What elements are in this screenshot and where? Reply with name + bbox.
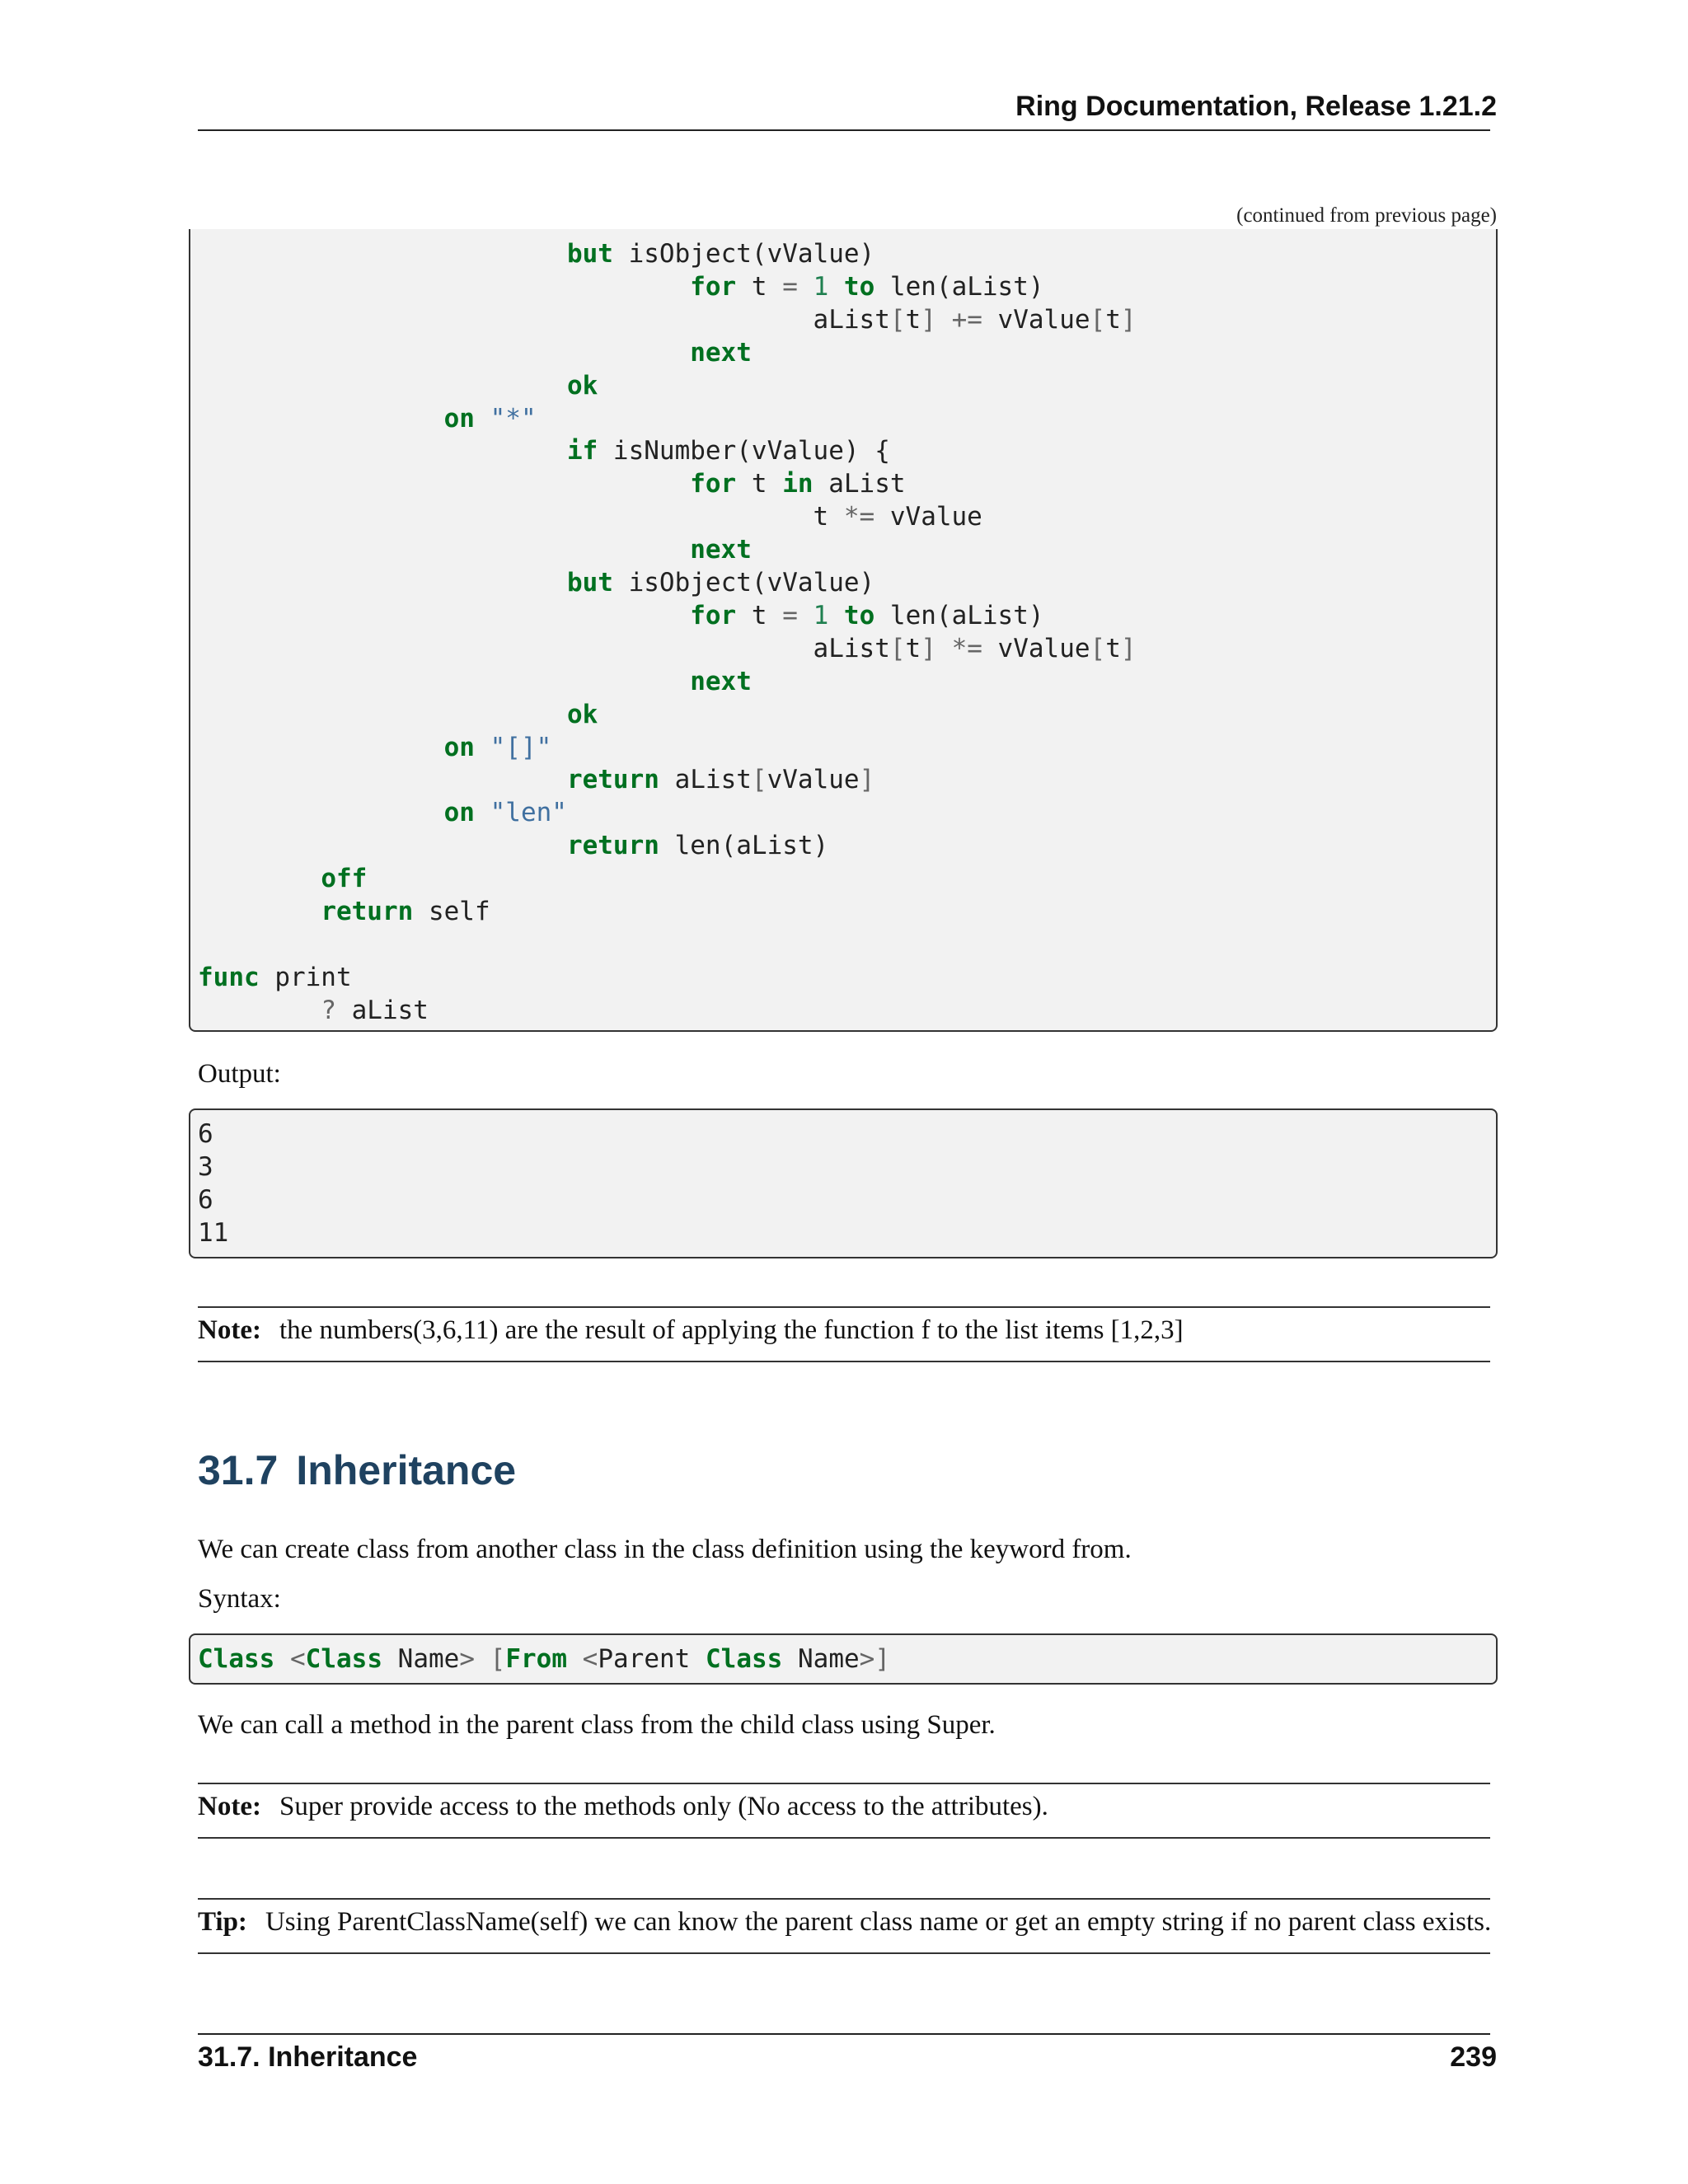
code-line: return len(aList) bbox=[566, 831, 829, 861]
output-label: Output: bbox=[198, 1059, 281, 1089]
tip-label: Tip: bbox=[198, 1907, 247, 1937]
code-line: but isObject(vValue) bbox=[566, 239, 875, 269]
output-line: 6 bbox=[198, 1119, 213, 1149]
output-block bbox=[189, 1108, 1498, 1258]
syntax-code-line: Class <Class Name> [From <Parent Class Name>] bbox=[198, 1644, 890, 1674]
footer-rule bbox=[198, 2033, 1490, 2035]
code-line: ok bbox=[566, 370, 598, 401]
note-label: Note: bbox=[198, 1792, 261, 1821]
output-line: 3 bbox=[198, 1152, 213, 1182]
code-line: aList[t] *= vValue[t] bbox=[198, 633, 1137, 663]
code-line: ? aList bbox=[321, 995, 429, 1025]
code-line: for t = 1 to len(aList) bbox=[690, 271, 1044, 302]
code-line: but isObject(vValue) bbox=[566, 568, 875, 598]
tip-text: Using ParentClassName(self) we can know the parent class name or get an empty string if no parent class exists. bbox=[265, 1907, 1492, 1937]
note-label: Note: bbox=[198, 1315, 261, 1345]
code-line: return self bbox=[321, 897, 490, 926]
code-line: next bbox=[690, 666, 752, 696]
continued-note: (continued from previous page) bbox=[1236, 204, 1497, 227]
output-line: 6 bbox=[198, 1185, 213, 1215]
note-text: Super provide access to the methods only (No access to the attributes). bbox=[279, 1792, 1048, 1821]
tip bbox=[198, 1907, 1491, 1938]
note-top-rule bbox=[198, 1783, 1490, 1784]
code-line: on "*" bbox=[443, 403, 537, 434]
code-line: off bbox=[321, 864, 368, 894]
note-text: the numbers(3,6,11) are the result of applying the function f to the list items [1,2,3] bbox=[279, 1315, 1184, 1345]
super-paragraph: We can call a method in the parent class from the child class using Super. bbox=[198, 1710, 996, 1740]
page-number: 239 bbox=[1450, 2041, 1497, 2073]
code-line: ok bbox=[566, 699, 598, 729]
running-header-title: Ring Documentation, Release 1.21.2 bbox=[1015, 91, 1497, 122]
header-rule bbox=[198, 129, 1490, 131]
note bbox=[198, 1792, 1048, 1822]
intro-paragraph: We can create class from another class in the class definition using the keyword from. bbox=[198, 1535, 1132, 1564]
code-line: if isNumber(vValue) { bbox=[566, 436, 890, 466]
code-line: return aList[vValue] bbox=[566, 765, 875, 795]
code-line: for t = 1 to len(aList) bbox=[690, 600, 1044, 630]
note bbox=[198, 1315, 1184, 1346]
tip-bottom-rule bbox=[198, 1952, 1490, 1954]
code-line: aList[t] += vValue[t] bbox=[198, 304, 1137, 335]
note-top-rule bbox=[198, 1306, 1490, 1308]
code-line: on "len" bbox=[443, 798, 567, 828]
code-line: next bbox=[690, 337, 752, 368]
code-line: on "[]" bbox=[443, 732, 552, 762]
code-line: func print bbox=[198, 962, 352, 992]
code-line: for t in aList bbox=[690, 469, 906, 499]
code-line: t *= vValue bbox=[198, 502, 982, 532]
footer-section: 31.7. Inheritance bbox=[198, 2041, 418, 2073]
section-title-text: Inheritance bbox=[296, 1447, 517, 1493]
tip-top-rule bbox=[198, 1898, 1490, 1900]
note-bottom-rule bbox=[198, 1837, 1490, 1839]
syntax-label: Syntax: bbox=[198, 1584, 281, 1614]
code-line: next bbox=[690, 535, 752, 565]
section-number: 31.7 bbox=[198, 1447, 279, 1493]
note-bottom-rule bbox=[198, 1361, 1490, 1362]
output-line: 11 bbox=[198, 1218, 229, 1248]
section-heading bbox=[198, 1446, 516, 1494]
